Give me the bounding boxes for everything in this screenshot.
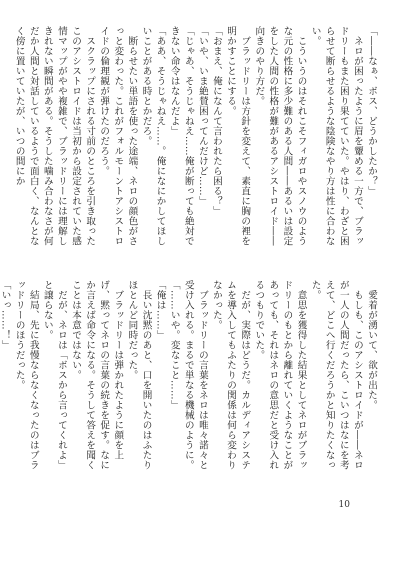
upper-dialogue-line: 「いや、いま絶賛困ってんだけど……」 <box>196 26 208 206</box>
upper-paragraph: スクラップにされる寸前のところを引き取ったこのアシストロイドは当初から設定されていた感情マップがやや複雑で、ブラッドリーには理解しきれない瞬間がある。そうした噛み合わなさが何だか人間と対話しているようで面白く、なんとなく傍に置いていたが、いつの間にか <box>13 26 96 246</box>
upper-dialogue-line: 「――なぁ、ボス、どうかしたか？」 <box>366 26 377 196</box>
upper-dialogue-line: 「じゃあ、そうじゃねえ……俺が断っても絶対できない命令はなんだよ」 <box>168 26 194 246</box>
upper-dialogue-line: 「おまえ、俺になんて言われたら困る？」 <box>210 26 222 216</box>
upper-dialogue-line: 「ああ、そうじゃねえ……。俺になにかしてほしいことがある時とかだろ。 <box>140 26 166 246</box>
upper-paragraph: ネロが困ったように眉を顰める一方で、ブラッドリーもまた困り果てていた。やはり、わざと困らせて断らせるような陰険なやり方は性に合わない。 <box>309 26 363 246</box>
upper-paragraph: ブラッドリーは方針を変えて、素直に胸の裡を明かすことにする。 <box>225 26 251 246</box>
lower-paragraph: もしも、このアシストロイドが――ネロが一人の人間だったら、こいつはなにを考えて、どこへ行くだろうかと知りたくなった。 <box>309 280 363 470</box>
lower-text-column <box>0 280 378 476</box>
lower-paragraph: 意思を獲得した結果としてネロがブラッドリーのもとから離れていくようなことがあっても、それはネロの意思だと受け入れるつもりでいた。 <box>253 280 307 470</box>
lower-paragraph: 結局、先に我慢ならなくなったのはブラッドリーのほうだった。 <box>13 280 39 470</box>
upper-paragraph: 断らせたい単語を使った途端、ネロの顔色がさっと変わった。これがフォルモーントアシストロイドの倫理観が弾けたのだろう。 <box>98 26 138 246</box>
lower-paragraph: だが、実際はどうだ。カルディアシステムを導入してもふたりの関係は何ら変わりなかった。 <box>210 280 251 470</box>
lower-paragraph: ブラッドリーは弾かれたように顔を上げ、黙ってネロの言葉の続きを促す。なにか言えば命令になる。そうして答えを聞くことは本意ではない。 <box>70 280 124 470</box>
lower-paragraph: ブラッドリーの言葉をネロは唯々諾々と受け入れる。まるで単なる機械のように。 <box>182 280 208 470</box>
vertical-text-block <box>0 26 378 476</box>
lower-paragraph: 長い沈黙のあと、口を開いたのはふたりほとんど同時だった。 <box>126 280 152 470</box>
upper-paragraph: こういうのはそれこそフィガロやスノウのような元の性格に多少難のある人間――あるいは設定をした人間の性格が難があるアシストロイド――向きのやり方だ。 <box>253 26 307 246</box>
lower-paragraph: 愛着が湧いて、欲が出た。 <box>366 289 377 410</box>
page-number: 10 <box>338 500 350 510</box>
lower-paragraph: だが、ネロは「ボスから言ってくれよ」と譲らない。 <box>41 280 67 470</box>
lower-dialogue-line: 「いっ……！」 <box>0 280 11 350</box>
lower-dialogue-line: 「……いや。変なこと……」 <box>168 280 180 410</box>
upper-text-column <box>13 26 378 248</box>
lower-dialogue-line: 「俺は……」 <box>154 280 166 340</box>
